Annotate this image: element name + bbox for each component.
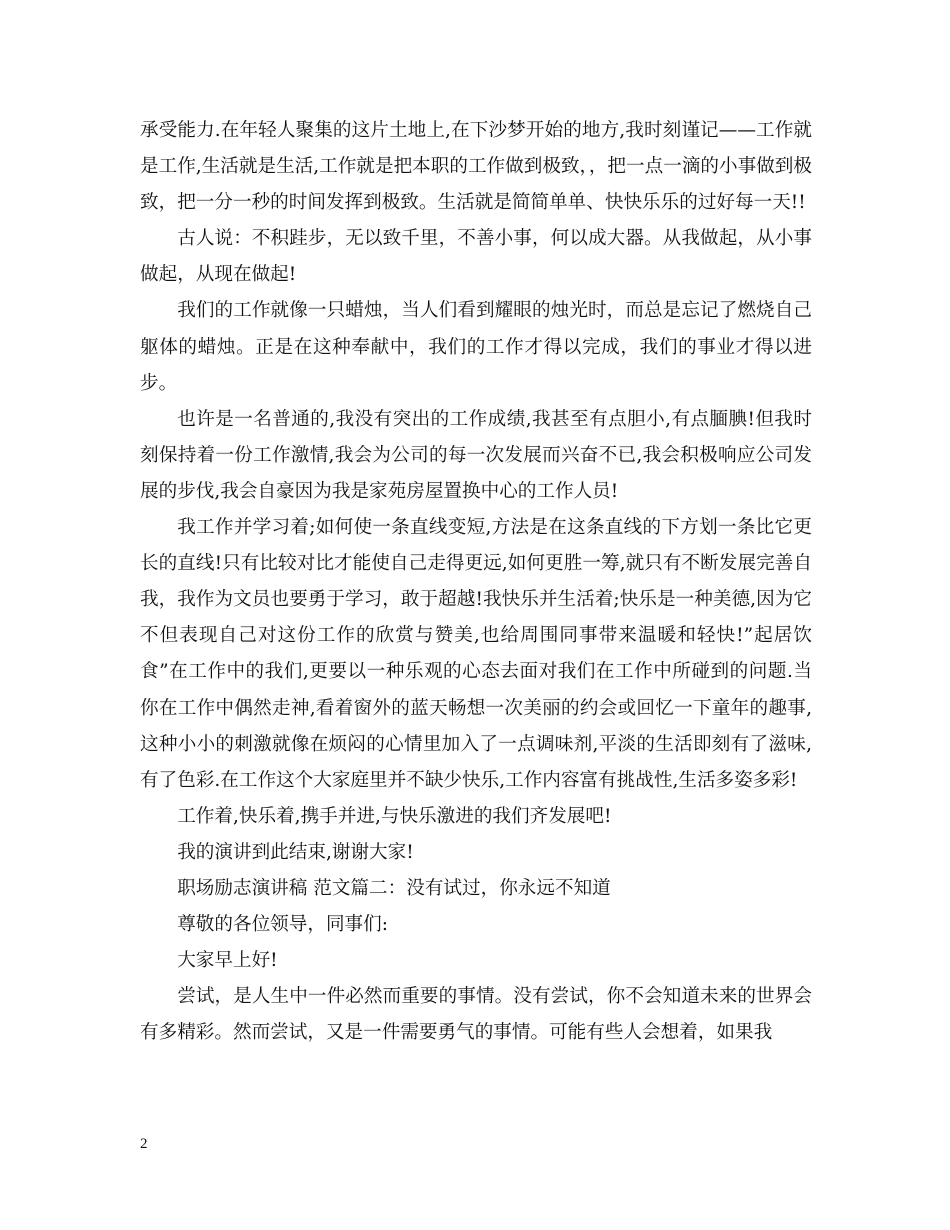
paragraph: 承受能力.在年轻人聚集的这片土地上,在下沙梦开始的地方,我时刻谨记——工作就是工作,生活就是生活,工作就是把本职的工作做到极致，，把一点一滴的小事做到极致，把一分一秒的时间发挥到极致。生活就是简简单单、快快乐乐的过好每一天!! [140, 120, 812, 214]
paragraph: 古人说：不积跬步，无以致千里，不善小事，何以成大器。从我做起，从小事做起，从现在做起! [140, 228, 812, 286]
paragraph: 尝试，是人生中一件必然而重要的事情。没有尝试，你不会知道未来的世界会有多精彩。然而尝试，又是一件需要勇气的事情。可能有些人会想着，如果我 [140, 986, 812, 1044]
greeting: 大家早上好! [177, 950, 278, 972]
paragraph: 我工作并学习着;如何使一条直线变短,方法是在这条直线的下方划一条比它更长的直线!只有比较对比才能使自己走得更远,如何更胜一筹,就只有不断发展完善自我，我作为文员也要勇于学习，敢于超越!我快乐并生活着;快乐是一种美德,因为它不但表现自己对这份工作的欣赏与赞美,也给周围同事带来温暖和轻快!”起居饮食”在工作中的我们,更要以一种乐观的心态去面对我们在工作中所碰到的问题.当你在工作中偶然走神,看着窗外的蓝天畅想一次美丽的约会或回忆一下童年的趣事,这种小小的刺激就像在烦闷的心情里加入了一点调味剂,平淡的生活即刻有了滋味,有了色彩.在工作这个大家庭里并不缺少快乐,工作内容富有挑战性,生活多姿多彩! [140, 517, 812, 791]
section-heading: 职场励志演讲稿 范文篇二：没有试过，你永远不知道 [177, 877, 611, 899]
paragraph: 我的演讲到此结束,谢谢大家! [177, 841, 414, 863]
paragraph: 我们的工作就像一只蜡烛，当人们看到耀眼的烛光时，而总是忘记了燃烧自己躯体的蜡烛。正是在这种奉献中，我们的工作才得以完成，我们的事业才得以进步。 [140, 300, 812, 394]
salutation: 尊敬的各位领导，同事们: [177, 914, 388, 936]
paragraph: 工作着,快乐着,携手并进,与快乐激进的我们齐发展吧! [177, 805, 612, 827]
page-number: 2 [140, 1136, 148, 1152]
paragraph: 也许是一名普通的,我没有突出的工作成绩,我甚至有点胆小,有点腼腆!但我时刻保持着一份工作激情,我会为公司的每一次发展而兴奋不已,我会积极响应公司发展的步伐,我会自豪因为我是家苑房屋置换中心的工作人员! [140, 408, 812, 502]
body-text [140, 113, 812, 1051]
